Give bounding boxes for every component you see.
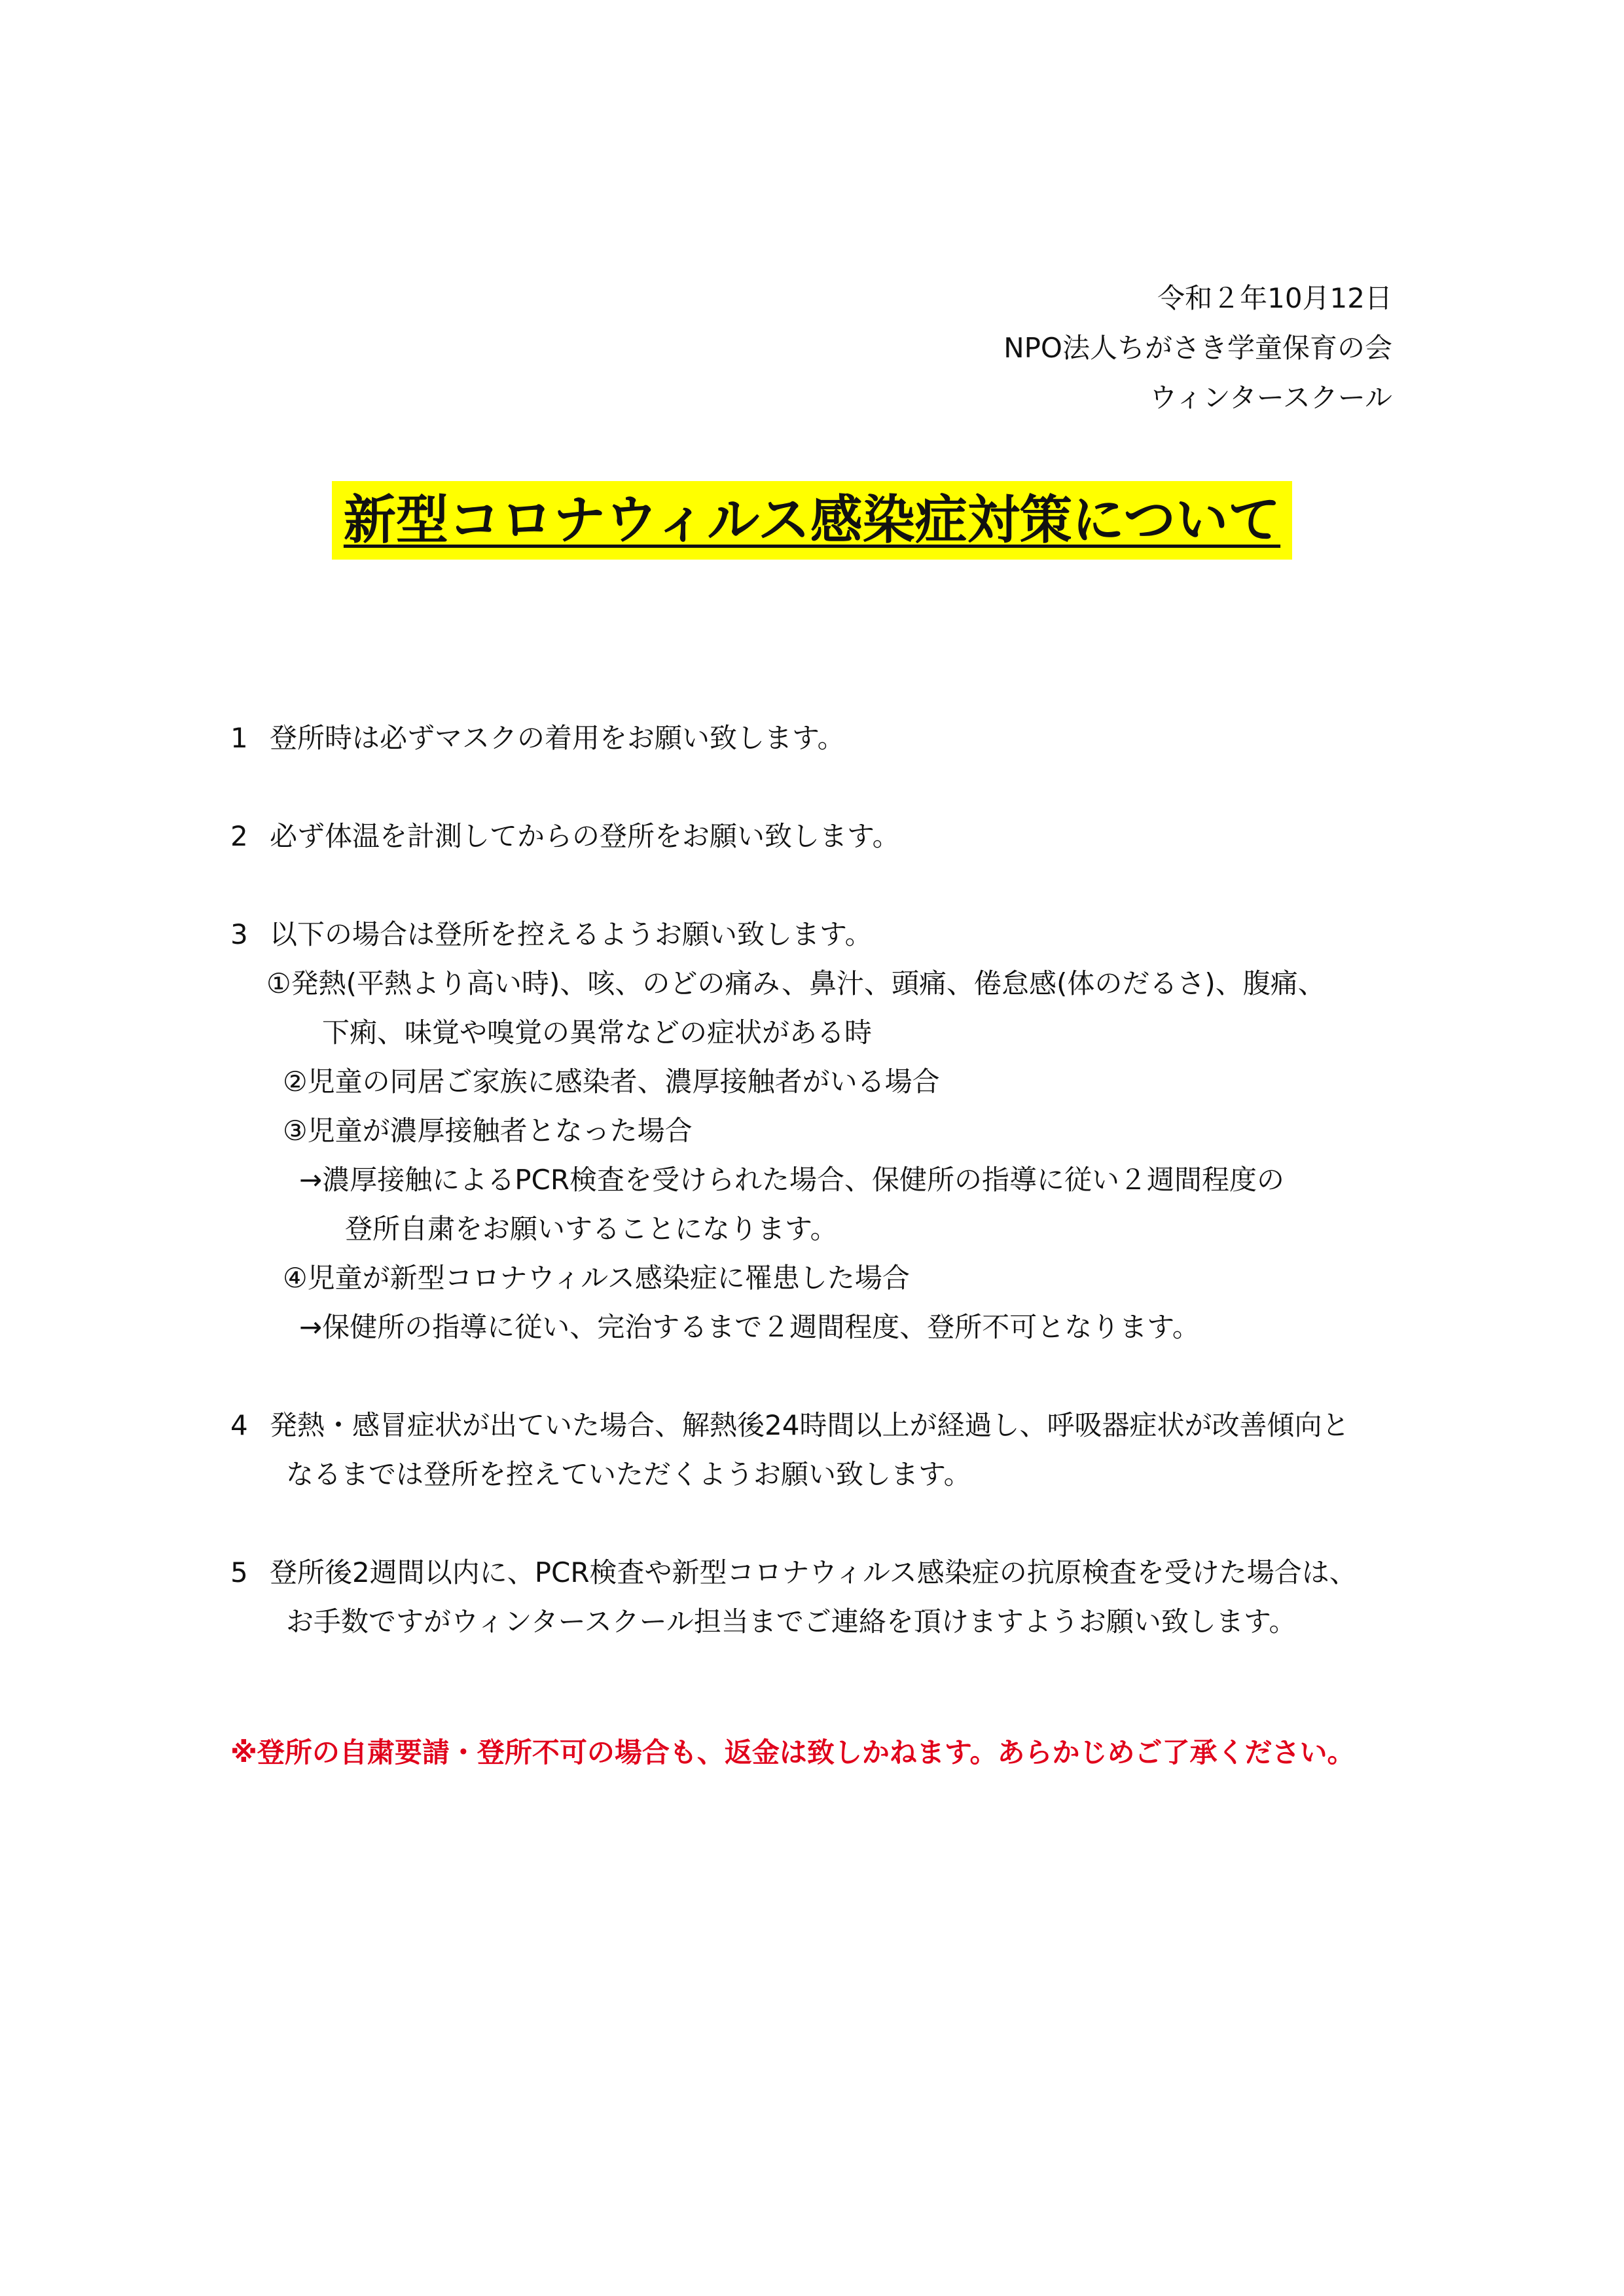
list-item [230, 1401, 1474, 1499]
subitem-1: ①発熱(平熱より高い時)、咳、のどの痛み、鼻汁、頭痛、倦怠感(体のだるさ)、腹痛、 [266, 967, 1326, 999]
item-number: 4 [230, 1409, 248, 1441]
title-container [0, 481, 1624, 560]
list-item [230, 1548, 1474, 1646]
item-text-continued: なるまでは登所を控えていただくようお願い致します。 [286, 1458, 971, 1490]
item-text: 登所後2週間以内に、PCR検査や新型コロナウィルス感染症の抗原検査を受けた場合は、 [270, 1556, 1357, 1588]
list-item [230, 812, 1474, 861]
list-item [230, 910, 1474, 1352]
item-number: 1 [230, 722, 248, 754]
subitem-4: ④児童が新型コロナウィルス感染症に罹患した場合 [283, 1262, 910, 1294]
item-number: 3 [230, 918, 248, 950]
document-header [1003, 274, 1392, 423]
page-title: 新型コロナウィルス感染症対策について [332, 481, 1292, 560]
list-item [230, 713, 1474, 762]
subitem-3: ③児童が濃厚接触者となった場合 [283, 1115, 693, 1147]
item-number: 5 [230, 1556, 248, 1588]
item-text: 発熱・感冒症状が出ていた場合、解熱後24時間以上が経過し、呼吸器症状が改善傾向と [270, 1409, 1350, 1441]
subitem-4-note: →保健所の指導に従い、完治するまで２週間程度、登所不可となります。 [299, 1311, 1200, 1343]
item-text: 必ず体温を計測してからの登所をお願い致します。 [270, 820, 900, 852]
item-text: 登所時は必ずマスクの着用をお願い致します。 [270, 722, 845, 754]
item-number: 2 [230, 820, 248, 852]
item-text: 以下の場合は登所を控えるようお願い致します。 [270, 918, 873, 950]
subitem-3-note-continued: 登所自粛をお願いすることになります。 [345, 1213, 838, 1245]
subitem-2: ②児童の同居ご家族に感染者、濃厚接触者がいる場合 [283, 1066, 940, 1098]
guidelines-list [230, 713, 1474, 1646]
item-text-continued: お手数ですがウィンタースクール担当までご連絡を頂けますようお願い致します。 [286, 1605, 1297, 1638]
subitem-3-note: →濃厚接触によるPCR検査を受けられた場合、保健所の指導に従い２週間程度の [299, 1164, 1285, 1196]
program-name: ウィンタースクール [1149, 382, 1392, 414]
subitem-1-continued: 下痢、味覚や嗅覚の異常などの症状がある時 [322, 1016, 873, 1049]
organization-name: NPO法人ちがさき学童保育の会 [1003, 332, 1392, 364]
document-date: 令和２年10月12日 [1157, 282, 1392, 314]
refund-notice: ※登所の自粛要請・登所不可の場合も、返金は致しかねます。あらかじめご了承ください。 [230, 1736, 1355, 1768]
